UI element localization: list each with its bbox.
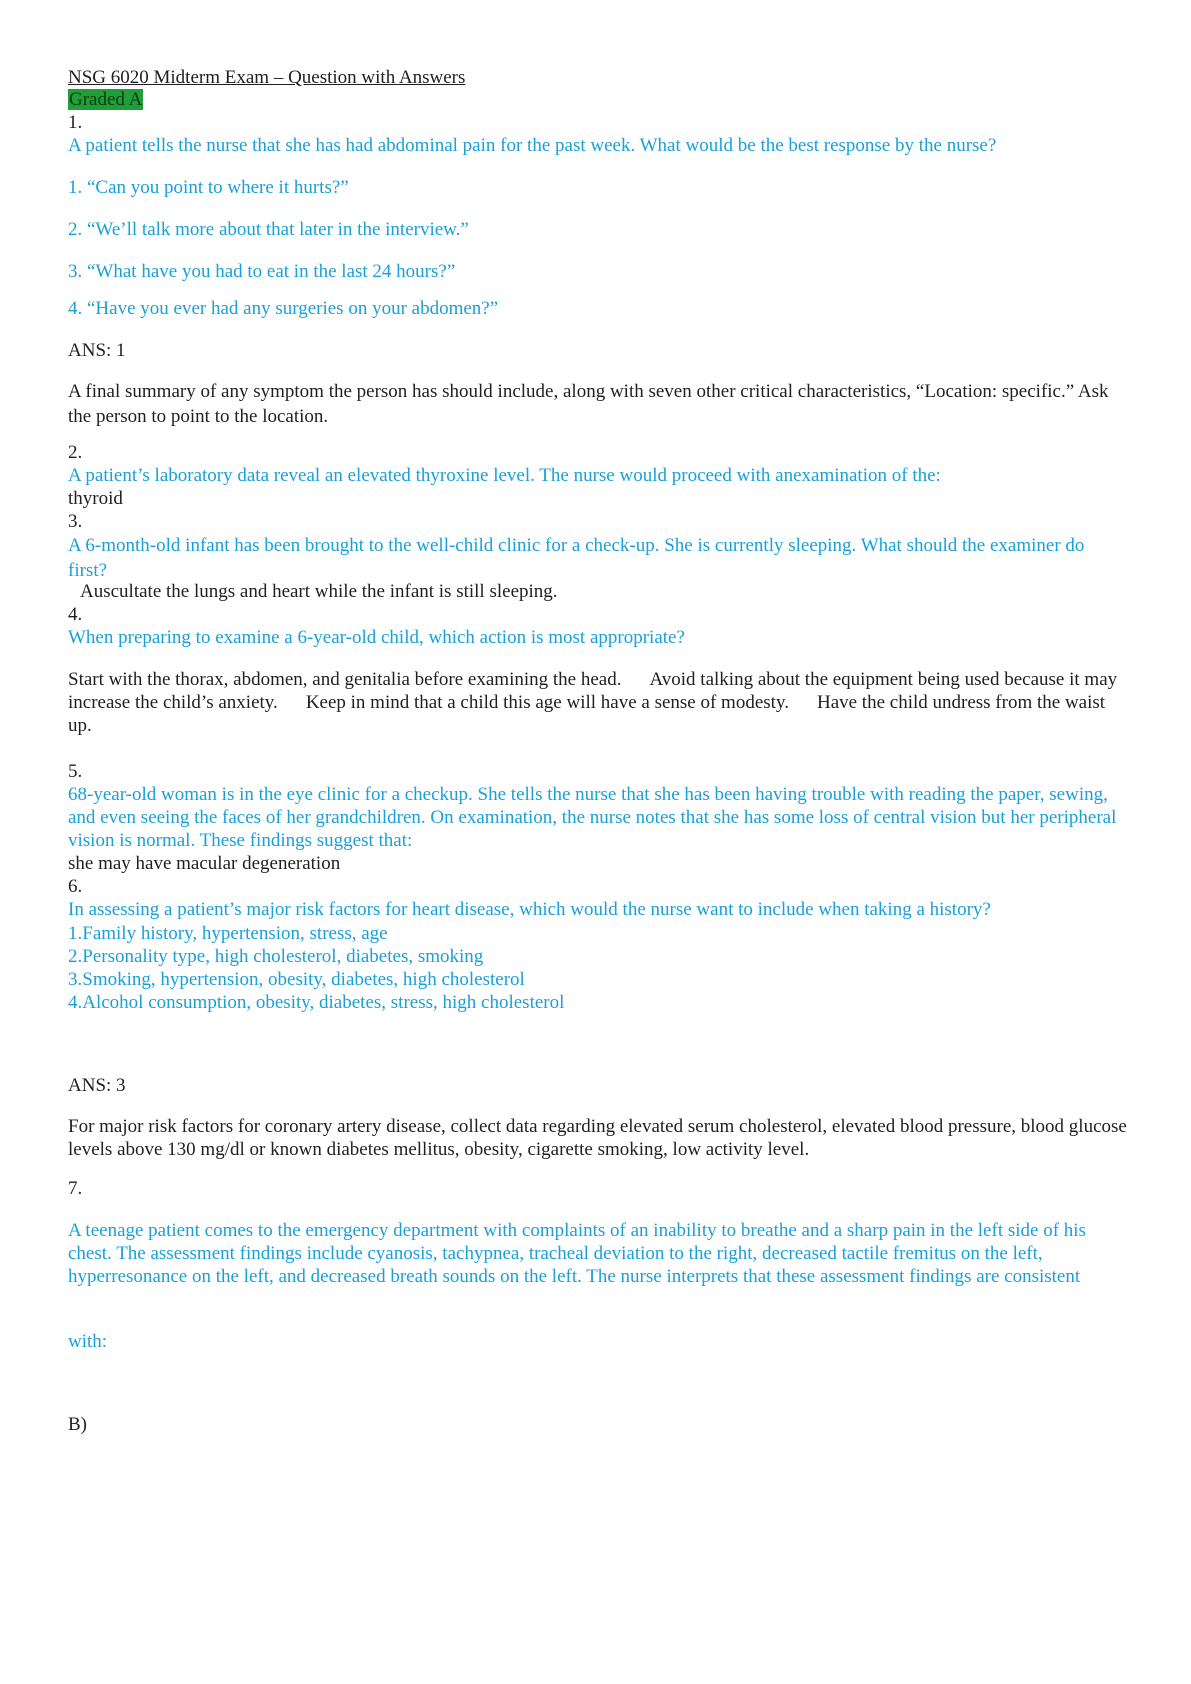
- question-text: A patient tells the nurse that she has had abdominal pain for the past week. What would be the best response by the nurse?: [68, 135, 997, 156]
- answer-option: Avoid talking about the equipment being used because it may increase the child’s anxiety.: [68, 669, 1118, 713]
- answer-text: Auscultate the lungs and heart while the infant is still sleeping.: [80, 581, 558, 602]
- answer-option: 1. “Can you point to where it hurts?”: [68, 177, 349, 198]
- answer-text: she may have macular degeneration: [68, 853, 341, 874]
- question-text-continued: with:: [68, 1331, 108, 1352]
- answer-option: 1.Family history, hypertension, stress, age: [68, 923, 388, 944]
- question-text: A patient’s laboratory data reveal an elevated thyroxine level. The nurse would proceed with anexamination of the:: [68, 465, 941, 486]
- question-number: 6.: [68, 876, 83, 897]
- question-text: When preparing to examine a 6-year-old child, which action is most appropriate?: [68, 627, 685, 648]
- answer-option: Start with the thorax, abdomen, and genitalia before examining the head.: [68, 669, 622, 690]
- answer-option: 3. “What have you had to eat in the last 24 hours?”: [68, 261, 456, 282]
- rationale: For major risk factors for coronary artery disease, collect data regarding elevated serum cholesterol, elevated blood pressure, blood glucose levels above 130 mg/dl or known diabetes mellitus, obesity, cigarette smoking, low activity level.: [68, 1116, 1127, 1160]
- answer-key: ANS: 3: [68, 1075, 126, 1096]
- question-text: 68-year-old woman is in the eye clinic for a checkup. She tells the nurse that she has been having trouble with reading the paper, sewing, and even seeing the faces of her grandchildren. On examination, the nurse notes that she has some loss of central vision but her peripheral vision is normal. These findings suggest that:: [68, 784, 1117, 851]
- answer-option: 4.Alcohol consumption, obesity, diabetes, stress, high cholesterol: [68, 992, 565, 1013]
- document-title: NSG 6020 Midterm Exam – Question with Answers: [68, 67, 466, 88]
- answer-option: 3.Smoking, hypertension, obesity, diabetes, high cholesterol: [68, 969, 525, 990]
- question-number: 1.: [68, 112, 83, 133]
- answer-option: Keep in mind that a child this age will have a sense of modesty.: [305, 692, 789, 713]
- answer-option: Have the child undress from the waist up.: [68, 692, 1106, 736]
- answer-option: 2. “We’ll talk more about that later in the interview.”: [68, 219, 469, 240]
- question-number: 4.: [68, 604, 83, 625]
- question-number: 7.: [68, 1178, 83, 1199]
- question-text: A 6-month-old infant has been brought to the well-child clinic for a check-up. She is currently sleeping. What should the examiner do first?: [68, 535, 1085, 581]
- question-number: 2.: [68, 442, 83, 463]
- grade-badge-row: [68, 88, 143, 112]
- question-text: A teenage patient comes to the emergency department with complaints of an inability to breathe and a sharp pain in the left side of his chest. The assessment findings include cyanosis, tachypnea, tracheal deviation to the right, decreased tactile fremitus on the left, hyperresonance on the left, and decreased breath sounds on the left. The nurse interprets that these assessment findings are consistent: [68, 1220, 1086, 1287]
- answer-option: 2.Personality type, high cholesterol, diabetes, smoking: [68, 946, 484, 967]
- answer-text: thyroid: [68, 488, 123, 509]
- question-number: 3.: [68, 511, 83, 532]
- grade-badge: Graded A: [69, 89, 143, 110]
- answer-option: 4. “Have you ever had any surgeries on your abdomen?”: [68, 298, 499, 319]
- answer-options-inline: [68, 668, 1128, 737]
- rationale: A final summary of any symptom the person has should include, along with seven other critical characteristics, “Location: specific.” Ask the person to point to the location.: [68, 381, 1109, 427]
- question-text: In assessing a patient’s major risk factors for heart disease, which would the nurse want to include when taking a history?: [68, 899, 991, 920]
- answer-text: B): [68, 1414, 87, 1435]
- answer-key: ANS: 1: [68, 340, 126, 361]
- question-number: 5.: [68, 761, 83, 782]
